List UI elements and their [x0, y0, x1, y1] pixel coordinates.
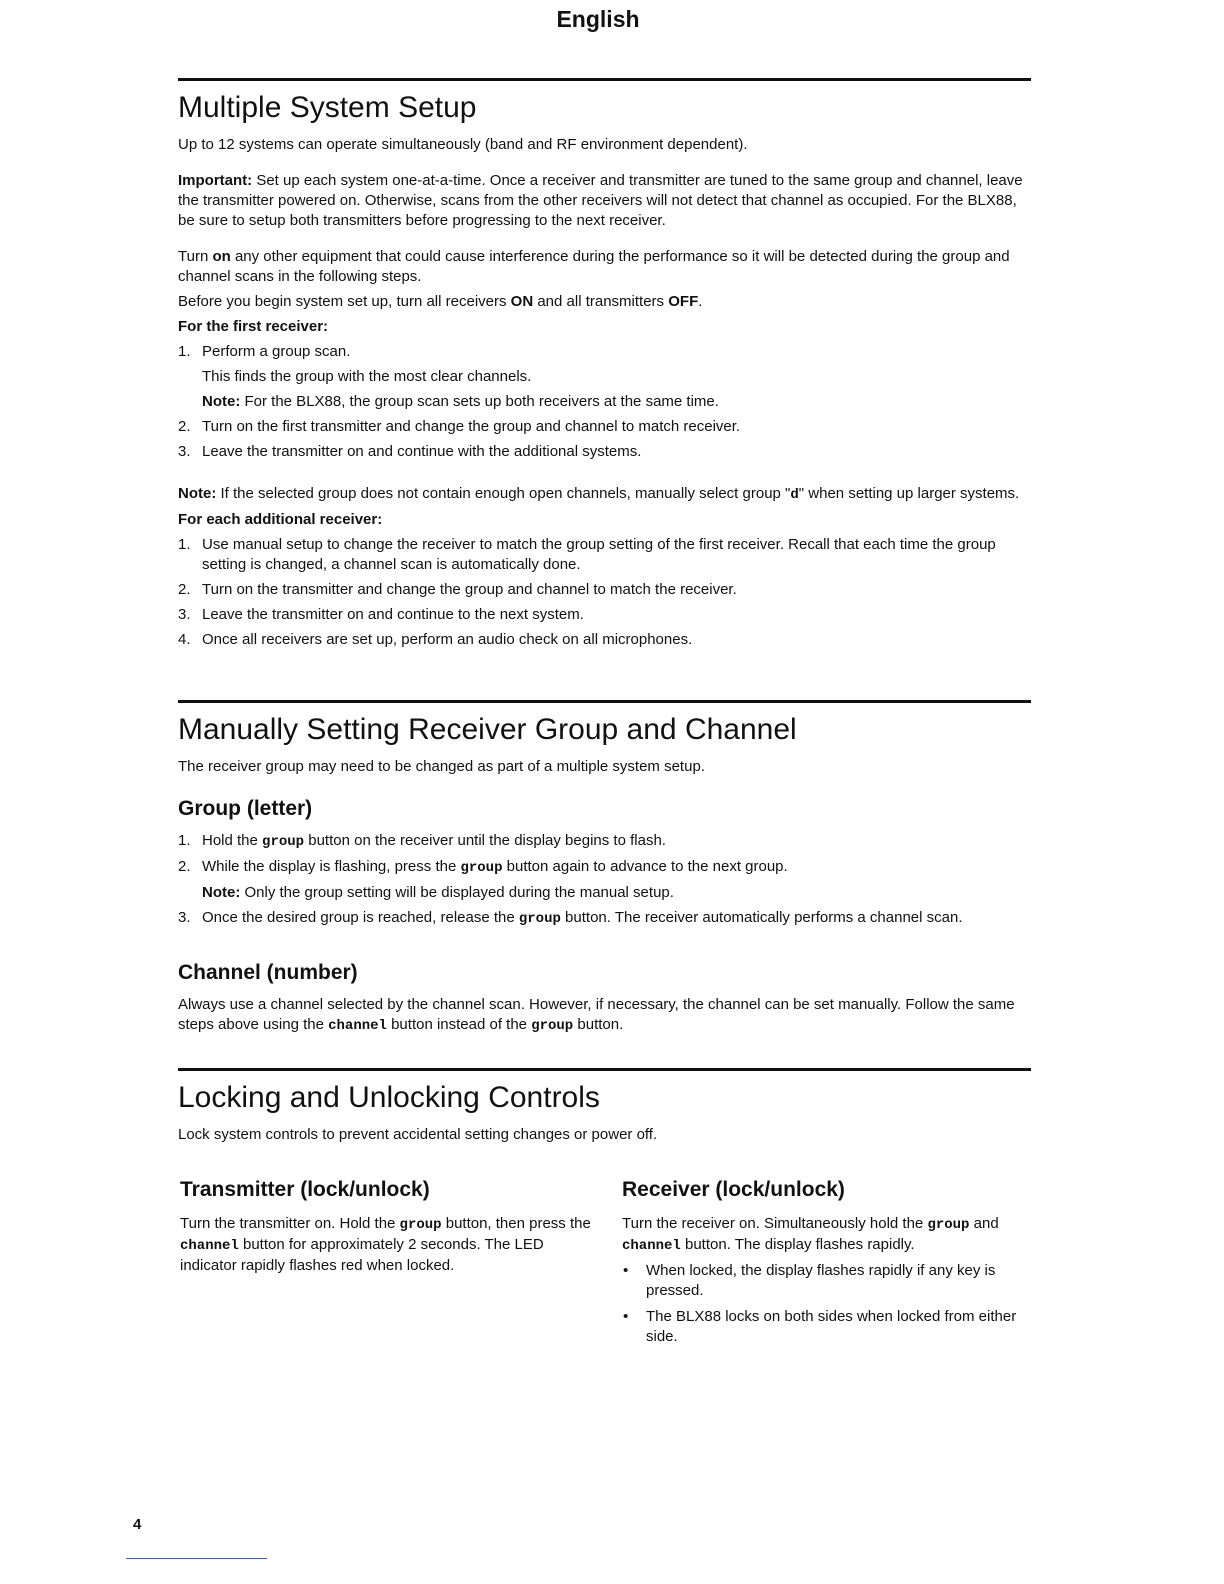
receiver-heading: Receiver (lock/unlock)	[622, 1178, 845, 1201]
group-heading: Group (letter)	[178, 797, 313, 820]
list-item	[178, 605, 1033, 625]
transmitter-lock-column	[180, 1178, 600, 1276]
text-fragment: If the selected group does not contain enough open channels, manually select group "	[216, 485, 791, 502]
list-item	[178, 442, 1033, 462]
note-text: For the BLX88, the group scan sets up both receivers at the same time.	[240, 393, 719, 410]
list-item	[178, 630, 1033, 650]
note-label: Note:	[202, 393, 241, 410]
transmitter-heading: Transmitter (lock/unlock)	[180, 1178, 430, 1201]
section-locking-controls	[178, 1068, 1033, 1145]
note-text: Only the group setting will be displayed during the manual setup.	[240, 884, 674, 901]
step-text: Leave the transmitter on and continue to the next system.	[202, 606, 584, 623]
group-button-ref: group	[399, 1217, 442, 1233]
step-number: 3.	[178, 909, 191, 926]
group-button-ref: group	[460, 860, 503, 876]
group-button-ref: group	[518, 911, 561, 927]
section-intro: Lock system controls to prevent accidental setting changes or power off.	[178, 1126, 658, 1143]
page-number: 4	[133, 1516, 142, 1533]
step-number: 2.	[178, 418, 191, 435]
group-button-ref: group	[262, 834, 305, 850]
list-item	[178, 857, 1033, 903]
step-number: 1.	[178, 536, 191, 553]
receiver-lock-column	[622, 1178, 1032, 1347]
section-manual-group-channel	[178, 700, 1033, 1036]
additional-receiver-heading: For each additional receiver:	[178, 511, 383, 528]
step-note	[202, 392, 1033, 412]
step-text: Once all receivers are set up, perform an audio check on all microphones.	[202, 631, 693, 648]
first-receiver-heading: For the first receiver:	[178, 318, 329, 335]
text-fragment: Turn the receiver on. Simultaneously hold the	[622, 1215, 928, 1232]
step-text: Use manual setup to change the receiver to match the group setting of the first receiver. Recall that each time the group setting is changed, a channel scan is automatically done.	[202, 536, 996, 573]
text-fragment: any other equipment that could cause interference during the performance so it will be detected during the group and channel scans in the following steps.	[178, 248, 1010, 285]
text-fragment: button instead of the	[386, 1016, 532, 1033]
step-text: Turn on the first transmitter and change the group and channel to match receiver.	[202, 418, 741, 435]
text-fragment: Turn	[178, 248, 213, 265]
list-item	[178, 535, 1033, 575]
text-fragment: button.	[573, 1016, 624, 1033]
important-label: Important:	[178, 172, 253, 189]
list-item	[178, 580, 1033, 600]
step-number: 3.	[178, 443, 191, 460]
bullet-icon: •	[623, 1308, 629, 1325]
text-emphasis: OFF	[668, 293, 699, 310]
group-button-ref: group	[927, 1217, 970, 1233]
step-number: 2.	[178, 858, 191, 875]
step-number: 4.	[178, 631, 191, 648]
section-intro: The receiver group may need to be changed as part of a multiple system setup.	[178, 758, 705, 775]
section-intro: Up to 12 systems can operate simultaneously (band and RF environment dependent).	[178, 136, 748, 153]
step-number: 1.	[178, 343, 191, 360]
text-fragment: and all transmitters	[533, 293, 669, 310]
list-item	[622, 1261, 1032, 1301]
note-label: Note:	[178, 485, 217, 502]
step-number: 2.	[178, 581, 191, 598]
text-fragment: While the display is flashing, press the	[202, 858, 461, 875]
text-fragment: .	[698, 293, 703, 310]
important-text: Set up each system one-at-a-time. Once a receiver and transmitter are tuned to the same group and channel, leave the transmitter powered on. Otherwise, scans from the other receivers will not detect that channel as occupied. For the BLX88, be sure to setup both transmitters before progressing to the next receiver.	[178, 172, 1023, 229]
additional-receiver-steps	[178, 535, 1033, 650]
text-fragment: button on the receiver until the display begins to flash.	[304, 832, 666, 849]
channel-button-ref: channel	[180, 1238, 239, 1254]
note-paragraph	[178, 484, 1033, 505]
bullet-icon: •	[623, 1262, 629, 1279]
step-text: Leave the transmitter on and continue with the additional systems.	[202, 443, 642, 460]
section-multiple-system-setup	[178, 78, 1033, 650]
note-label: Note:	[202, 884, 241, 901]
section-divider	[178, 1068, 1031, 1071]
text-fragment: button again to advance to the next group.	[502, 858, 788, 875]
list-item	[622, 1307, 1032, 1347]
list-item	[178, 417, 1033, 437]
text-fragment: button. The receiver automatically performs a channel scan.	[560, 909, 963, 926]
group-steps	[178, 831, 1033, 929]
section-title: Manually Setting Receiver Group and Channel	[178, 713, 797, 746]
turn-on-paragraph	[178, 247, 1033, 287]
list-item	[178, 831, 1033, 852]
step-text: Turn on the transmitter and change the group and channel to match the receiver.	[202, 581, 737, 598]
text-fragment: button. The display flashes rapidly.	[680, 1236, 915, 1253]
section-divider	[178, 700, 1031, 703]
important-paragraph	[178, 171, 1033, 231]
text-fragment: Before you begin system set up, turn all receivers	[178, 293, 511, 310]
section-divider	[178, 78, 1031, 81]
language-label: English	[556, 6, 640, 32]
text-fragment: button, then press the	[441, 1215, 591, 1232]
step-note	[202, 883, 1033, 903]
text-fragment: Once the desired group is reached, release the	[202, 909, 519, 926]
text-emphasis: ON	[510, 293, 534, 310]
receiver-paragraph	[622, 1214, 1032, 1256]
code-text: d	[790, 487, 799, 503]
receiver-bullets	[622, 1261, 1032, 1347]
text-fragment: Always use a channel selected by the channel scan. However, if necessary, the channel can be set manually. Follow the same steps above using the	[178, 996, 1015, 1033]
bullet-text: When locked, the display flashes rapidly if any key is pressed.	[646, 1262, 996, 1299]
step-number: 3.	[178, 606, 191, 623]
text-emphasis: on	[212, 248, 231, 265]
step-number: 1.	[178, 832, 191, 849]
transmitter-paragraph	[180, 1214, 600, 1276]
before-paragraph	[178, 292, 1033, 312]
list-item	[178, 342, 1033, 412]
text-fragment: button for approximately 2 seconds. The LED indicator rapidly flashes red when locked.	[180, 1236, 544, 1274]
first-receiver-steps	[178, 342, 1033, 462]
text-fragment: Turn the transmitter on. Hold the	[180, 1215, 400, 1232]
channel-button-ref: channel	[328, 1018, 387, 1034]
channel-heading: Channel (number)	[178, 961, 358, 984]
text-fragment: and	[969, 1215, 999, 1232]
bullet-text: The BLX88 locks on both sides when locked from either side.	[646, 1308, 1017, 1345]
channel-paragraph	[178, 995, 1033, 1036]
channel-button-ref: channel	[622, 1238, 681, 1254]
list-item	[178, 908, 1033, 929]
section-title: Multiple System Setup	[178, 91, 477, 124]
step-subtext: This finds the group with the most clear channels.	[202, 368, 532, 385]
footer-line	[126, 1558, 267, 1559]
text-fragment: Hold the	[202, 832, 263, 849]
text-fragment: " when setting up larger systems.	[798, 485, 1020, 502]
section-title: Locking and Unlocking Controls	[178, 1081, 600, 1114]
step-text: Perform a group scan.	[202, 343, 351, 360]
group-button-ref: group	[531, 1018, 574, 1034]
